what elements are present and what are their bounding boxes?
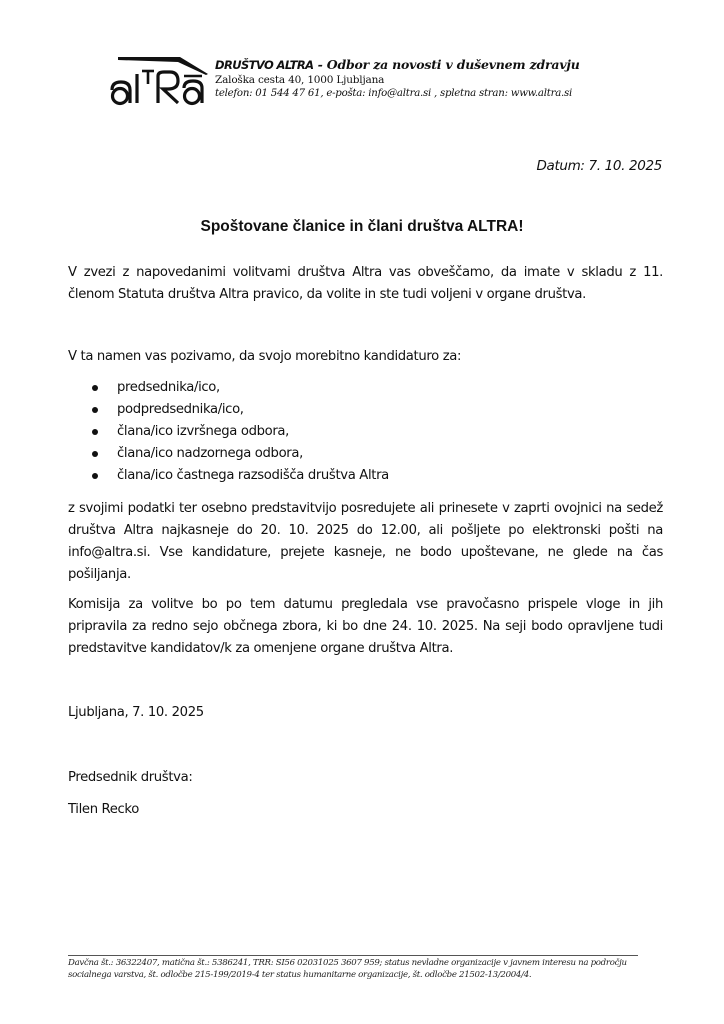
org-title <box>215 57 635 73</box>
list-item: člana/ico izvršnega odbora, <box>68 421 389 443</box>
paragraph-intro: V zvezi z napovedanimi volitvami društva Altra vas obveščamo, da imate v skladu z 11. členom Statuta društva Altra pravico, da volite in ste tudi voljeni v organe društva. <box>68 265 663 302</box>
document-date: Datum: 7. 10. 2025 <box>536 158 662 174</box>
list-item: člana/ico častnega razsodišča društva Altra <box>68 465 389 487</box>
org-address: Zaloška cesta 40, 1000 Ljubljana <box>215 74 385 86</box>
footer-legal-info <box>68 957 668 981</box>
salutation-heading: Spoštovane članice in člani društva ALTRA! <box>200 218 524 235</box>
footer-line-2: socialnega varstva, št. odločbe 215-199/2019-4 ter status humanitarne organizacije, št. odločbe 21502-13/2004/4. <box>68 970 532 980</box>
bullet-icon <box>92 429 98 435</box>
place-and-date: Ljubljana, 7. 10. 2025 <box>68 705 204 720</box>
paragraph-submission: z svojimi podatki ter osebno predstavitvijo posredujete ali prinesete v zaprti ovojnici na sedež društva Altra najkasneje do 20. 10. 2025 do 12.00, ali pošljete po elektronski pošti na info@altra.si. Vse kandidature, prejete kasneje, ne bodo upoštevane, ne glede na čas pošiljanja. <box>68 501 663 582</box>
positions-list <box>68 377 389 487</box>
org-contact: telefon: 01 544 47 61, e-pošta: info@altra.si , spletna stran: www.altra.si <box>215 88 573 99</box>
bullet-icon <box>92 385 98 391</box>
list-item: predsednika/ico, <box>68 377 389 399</box>
paragraph-invitation: V ta namen vas pozivamo, da svojo morebitno kandidaturo za: <box>68 349 462 364</box>
paragraph-commission: Komisija za volitve bo po tem datumu pregledala vse pravočasno prispele vloge in jih pripravila za redno sejo občnega zbora, ki bo dne 24. 10. 2025. Na seji bodo opravljene tudi predstavitve kandidatov/k za omenjene organe društva Altra. <box>68 597 663 656</box>
altra-logo-icon <box>108 54 208 106</box>
signer-name: Tilen Recko <box>68 802 139 817</box>
list-item: člana/ico nadzornega odbora, <box>68 443 389 465</box>
org-subtitle: - Odbor za novosti v duševnem zdravju <box>313 57 580 72</box>
list-item: podpredsednika/ico, <box>68 399 389 421</box>
bullet-icon <box>92 451 98 457</box>
org-info <box>215 57 635 101</box>
footer-line-1: Davčna št.: 36322407, matična št.: 5386241, TRR: SI56 02031025 3607 959; status nevladne organizacije v javnem interesu na področju <box>68 958 627 968</box>
bullet-icon <box>92 473 98 479</box>
bullet-icon <box>92 407 98 413</box>
signer-role: Predsednik društva: <box>68 770 193 785</box>
footer-divider <box>68 955 638 956</box>
org-name: DRUŠTVO ALTRA <box>215 58 314 72</box>
letterhead <box>108 54 608 110</box>
